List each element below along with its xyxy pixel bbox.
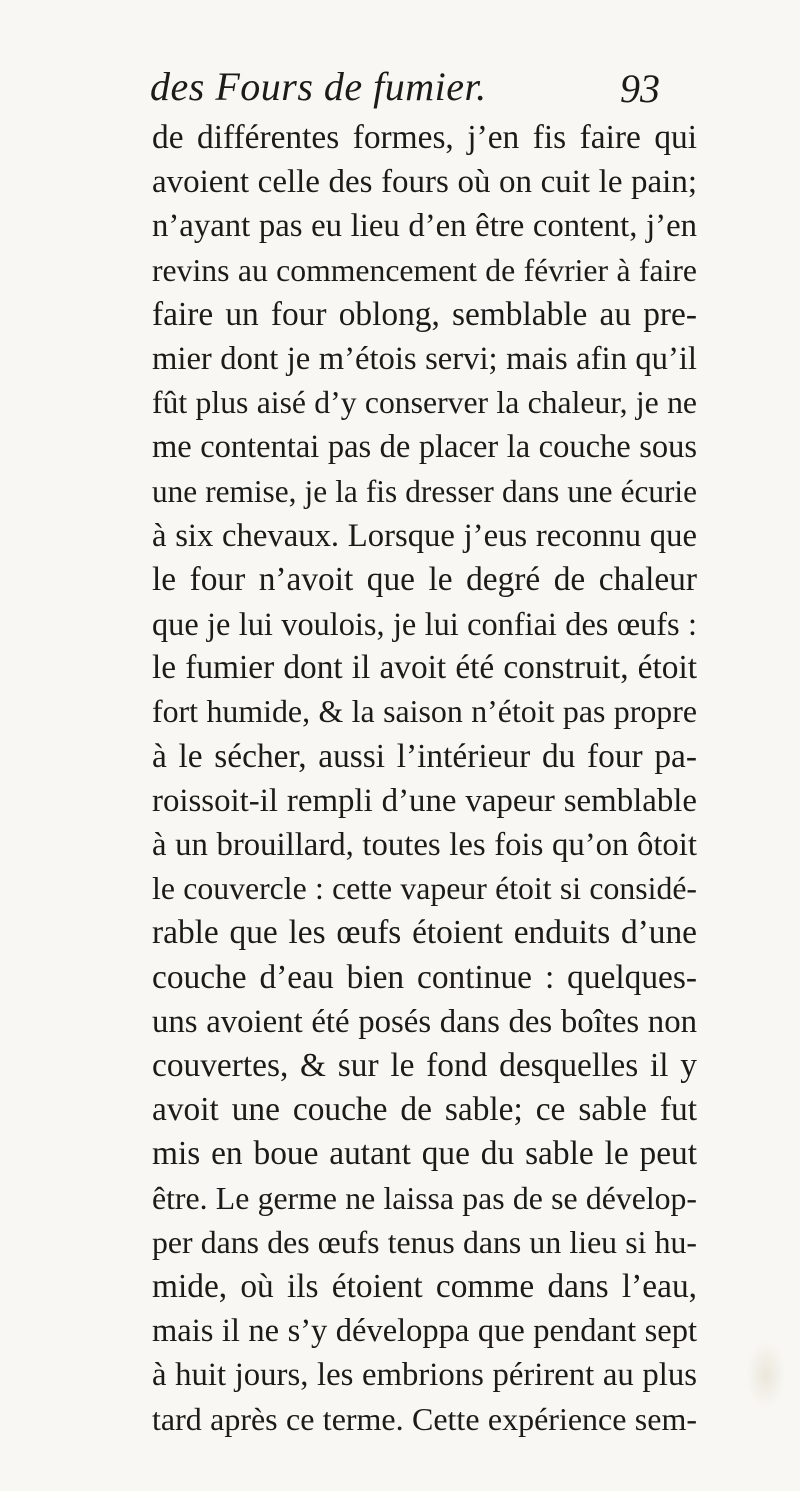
text-line: que je lui voulois, je lui confiai des œufs : [152,606,697,643]
text-line: me contentai pas de placer la couche sous [152,429,697,466]
text-line: mier dont je m’étois servi; mais afin qu’il [152,340,697,377]
paper-stain [746,1340,786,1410]
text-line: mis en boue autant que du sable le peut [152,1135,697,1173]
text-line: avoient celle des fours où on cuit le pain; [152,164,697,201]
text-line: le four n’avoit que le degré de chaleur [152,560,697,598]
text-line: être. Le germe ne laissa pas de se dévelop- [152,1180,697,1216]
text-line: une remise, je la fis dresser dans une écurie [152,473,697,509]
text-line: tard après ce terme. Cette expérience sem- [152,1401,697,1438]
text-line: faire un four oblong, semblable au pre- [152,295,697,333]
text-line: fût plus aisé d’y conserver la chaleur, je ne [152,385,697,421]
text-line: à huit jours, les embrions périrent au plus [152,1357,697,1394]
text-line: roissoit-il rempli d’une vapeur semblable [152,782,697,819]
text-line: de différentes formes, j’en fis faire qui [152,119,697,156]
text-line: le couvercle : cette vapeur étoit si considé- [152,871,697,907]
text-line: rable que les œufs étoient enduits d’une [152,914,697,952]
text-line: per dans des œufs tenus dans un lieu si hu- [152,1224,697,1260]
text-line: uns avoient été posés dans des boîtes non [152,1003,697,1040]
body-text [152,116,697,1442]
text-line: n’ayant pas eu lieu d’en être content, j’en [152,208,697,245]
running-title: des Fours de fumier. [150,64,487,109]
text-line: à le sécher, aussi l’intérieur du four pa- [152,737,697,775]
text-line: le fumier dont il avoit été construit, étoit [152,649,697,687]
text-line: à six chevaux. Lorsque j’eus reconnu que [152,517,697,554]
page-number: 93 [620,66,660,111]
text-line: mais il ne s’y développa que pendant sept [152,1313,697,1350]
text-line: mide, où ils étoient comme dans l’eau, [152,1267,697,1305]
text-line: couvertes, & sur le fond desquelles il y [152,1046,697,1084]
text-line: fort humide, & la saison n’étoit pas propre [152,694,697,730]
text-line: avoit une couche de sable; ce sable fut [152,1091,697,1129]
text-line: couche d’eau bien continue : quelques- [152,958,697,996]
text-line: revins au commencement de février à faire [152,252,697,288]
text-line: à un brouillard, toutes les fois qu’on ôtoit [152,827,697,863]
running-head [150,62,660,112]
